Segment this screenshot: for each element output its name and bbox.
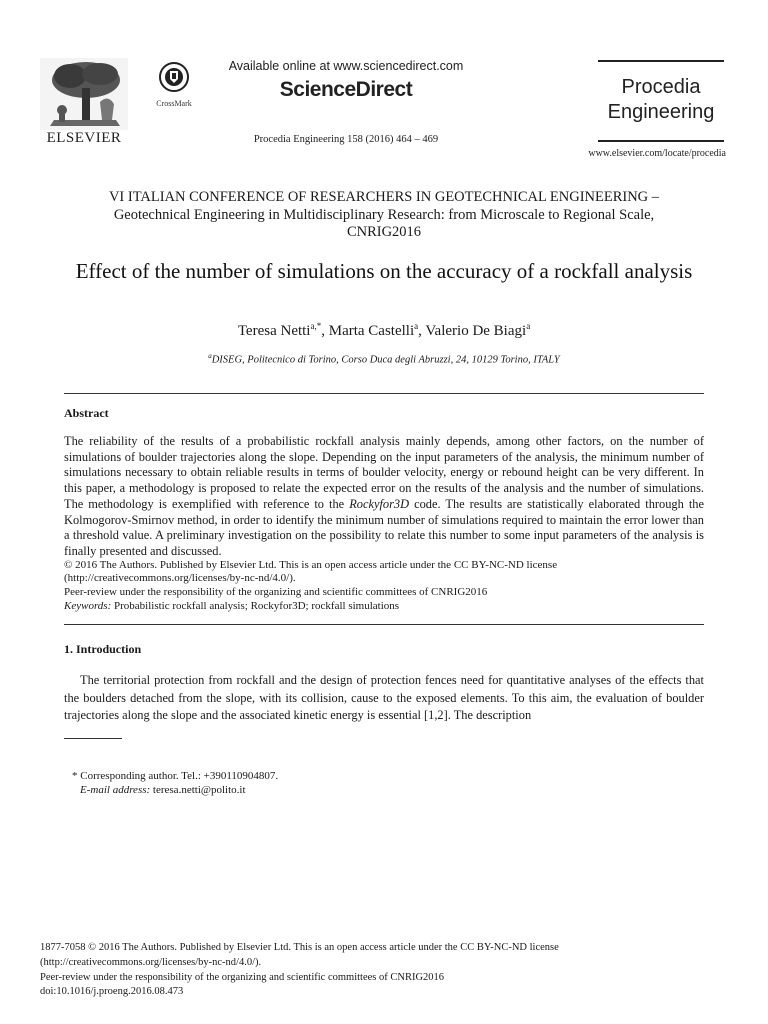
crossmark-label: CrossMark: [156, 99, 192, 108]
conference-name-line1: VI ITALIAN CONFERENCE OF RESEARCHERS IN GEOTECHNICAL ENGINEERING –: [108, 189, 660, 205]
section-heading: 1. Introduction: [64, 642, 142, 656]
conference-name-line3: CNRIG2016: [346, 224, 422, 240]
license-link[interactable]: (http://creativecommons.org/licenses/by-nc-nd/4.0/).: [64, 572, 296, 584]
journal-name: [598, 75, 724, 125]
email-address[interactable]: teresa.netti@polito.it: [152, 784, 246, 796]
author-name: Teresa Netti: [237, 323, 311, 339]
sciencedirect-logo[interactable]: ScienceDirect: [279, 78, 413, 101]
author-name: Marta Castelli: [328, 323, 415, 339]
author-list: Teresa Netti$^{a,*}$, Marta Castelli$^a$, Valerio De Biagi$^a$: [237, 321, 531, 339]
paper-title: Effect of the number of simulations on the accuracy of a rockfall analysis: [75, 259, 693, 283]
journal-citation: Procedia Engineering 158 (2016) 464 – 469: [253, 134, 439, 145]
email-footnote: [80, 784, 246, 796]
abstract-heading: Abstract: [64, 406, 109, 420]
keywords-label: Keywords:: [64, 600, 112, 612]
copyright-notice: © 2016 The Authors. Published by Elsevier Ltd. This is an open access article under the CC BY-NC-ND license: [64, 559, 558, 571]
publisher-name: ELSEVIER: [46, 130, 122, 146]
peer-review-notice: Peer-review under the responsibility of the organizing and scientific committees of CNRIG2016: [64, 586, 488, 598]
abstract-software-name: Rockyfor3D: [349, 496, 410, 511]
divider: [64, 393, 704, 394]
journal-name-line2: Engineering: [607, 101, 715, 123]
footer-peer-review: Peer-review under the responsibility of the organizing and scientific committees of CNRIG2016: [40, 972, 445, 983]
journal-name-line1: Procedia: [621, 76, 701, 98]
author-superscript: a: [414, 321, 419, 331]
conference-name-line2: Geotechnical Engineering in Multidisciplinary Research: from Microscale to Regional Scale,: [113, 207, 655, 223]
footer-issn-copyright: 1877-7058 © 2016 The Authors. Published by Elsevier Ltd. This is an open access article under the CC BY-NC-ND license: [40, 942, 559, 953]
footer-doi[interactable]: doi:10.1016/j.proeng.2016.08.473: [40, 986, 184, 997]
footnote-divider: [64, 738, 122, 739]
journal-url[interactable]: www.elsevier.com/locate/procedia: [588, 148, 726, 159]
author-name: Valerio De Biagi: [425, 323, 527, 339]
abstract-text-part2: code. The results are statistically elaborated through the Kolmogorov-Smirnov method, in order to identify the minimum number of simulations required to maintain the error lower than a threshold value. A preliminary investigation on the possibility to relate this number to some input parameters of the analysis is finally presented and discussed.: [64, 496, 704, 558]
affiliation-text: DISEG, Politecnico di Torino, Corso Duca degli Abruzzi, 24, 10129 Torino, ITALY: [211, 354, 560, 366]
crossmark-icon: [159, 62, 189, 92]
keywords: [64, 600, 704, 613]
footer-license-link[interactable]: (http://creativecommons.org/licenses/by-nc-nd/4.0/).: [40, 957, 262, 968]
author-superscript: a,*: [310, 321, 322, 331]
introduction-text: The territorial protection from rockfall and the design of protection fences need for quantitative analyses of the effects that the boulders detached from the slope, with its collision, cause to the exposed elements. To this aim, the evaluation of boulder trajectories along the slope and the associated kinetic energy is essential [1,2]. The description: [64, 673, 704, 722]
divider: [64, 624, 704, 625]
author-superscript: a: [526, 321, 531, 331]
abstract-text: [64, 434, 704, 560]
abstract-text-part1: The reliability of the results of a probabilistic rockfall analysis mainly depends, among other factors, on the number of simulations of boulder trajectories along the slope. Depending on the input parameters of the analysis, the minimum number of simulations necessary to obtain reliable results in terms of boulder velocity, energy or rebound height can be very different. In this paper, a methodology is proposed to relate the expected error on the results of the analysis and the number of simulations. The methodology is exemplified with reference to the: [64, 434, 704, 511]
keywords-list: Probabilistic rockfall analysis; Rockyfor3D; rockfall simulations: [114, 600, 400, 612]
author-affiliation: [40, 352, 728, 366]
affiliation-superscript: a: [208, 352, 212, 360]
corresponding-author-footnote: * Corresponding author. Tel.: +390110904807.: [72, 770, 279, 782]
available-online-text: Available online at www.sciencedirect.com: [228, 59, 464, 73]
crossmark-badge[interactable]: [152, 62, 196, 108]
email-label: E-mail address:: [80, 784, 151, 796]
